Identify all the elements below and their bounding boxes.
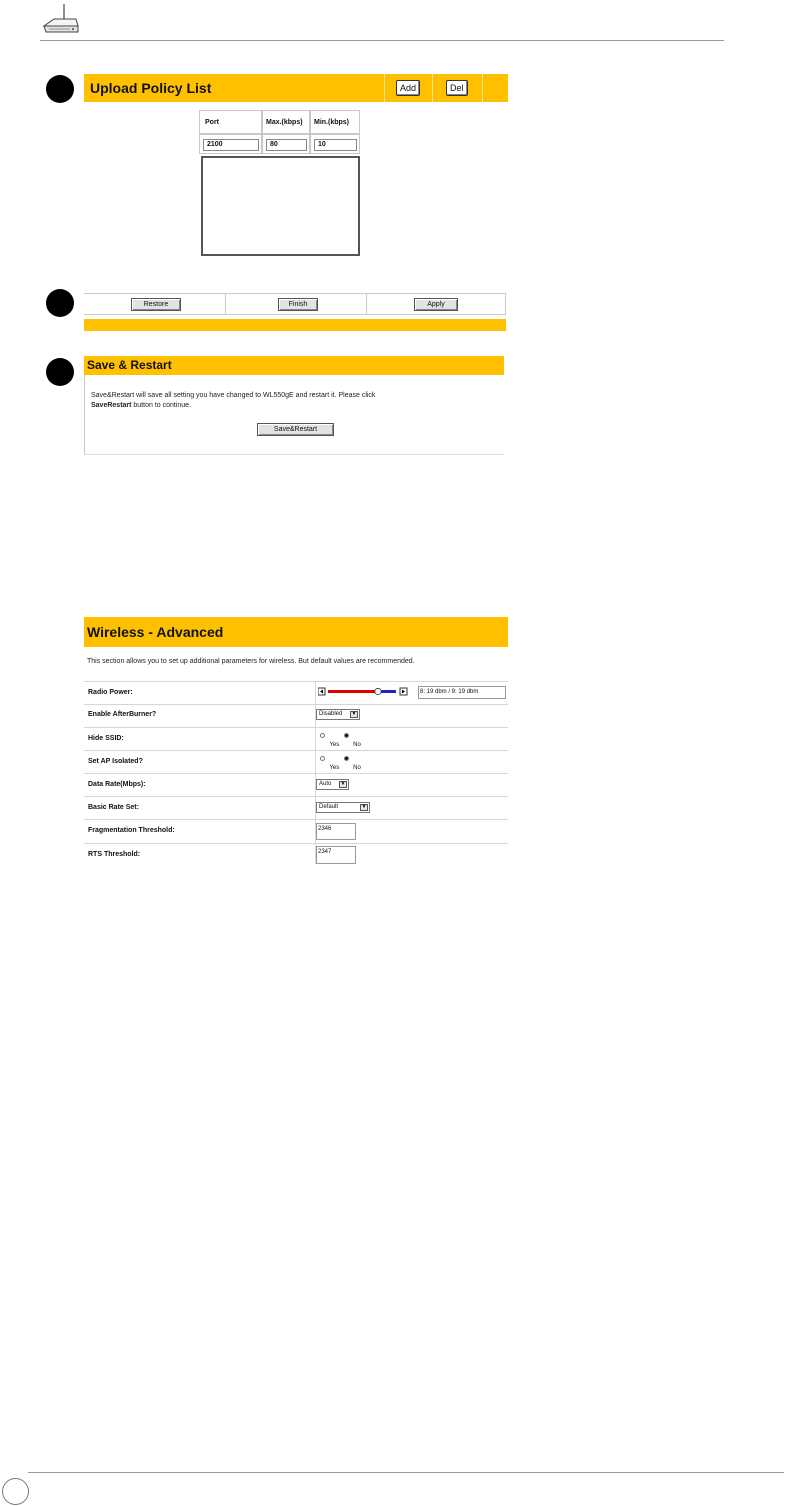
step-bullet-3	[46, 358, 74, 386]
footer-divider	[28, 1472, 784, 1473]
radio-power-value: 8: 19 dbm / 9: 19 dbm	[418, 686, 506, 699]
restore-button[interactable]: Restore	[131, 298, 181, 311]
hide-ssid-no-radio[interactable]	[344, 733, 349, 738]
fragmentation-threshold-input[interactable]: 2346	[316, 823, 356, 840]
column-header-port: Port	[205, 119, 219, 126]
min-kbps-input[interactable]: 10	[314, 139, 357, 151]
hide-ssid-radio-group: Yes No	[320, 733, 361, 751]
afterburner-label: Enable AfterBurner?	[88, 711, 157, 718]
chevron-down-icon: ▼	[351, 711, 357, 717]
save-restart-bold-term: SaveRestart	[91, 402, 132, 409]
wireless-advanced-header	[84, 617, 508, 647]
max-kbps-input[interactable]: 80	[266, 139, 307, 151]
save-restart-body	[84, 375, 504, 455]
wireless-intro: This section allows you to set up additional parameters for wireless. But default values are recommended.	[87, 658, 415, 665]
ap-isolated-yes-radio[interactable]	[320, 756, 325, 761]
save-restart-header	[84, 356, 504, 375]
hide-ssid-yes-radio[interactable]	[320, 733, 325, 738]
save-restart-description: Save&Restart will save all setting you have changed to WL550gE and restart it. Please click SaveRestart button to continue.	[91, 392, 376, 409]
header-divider	[40, 40, 724, 41]
save-restart-title: Save & Restart	[87, 358, 172, 372]
action-row-footer-bar	[84, 319, 506, 331]
upload-policy-body	[84, 102, 508, 258]
rts-threshold-input[interactable]: 2347	[316, 846, 356, 864]
hide-ssid-label: Hide SSID:	[88, 735, 124, 742]
rts-threshold-label: RTS Threshold:	[88, 851, 141, 858]
data-rate-label: Data Rate(Mbps):	[88, 781, 146, 788]
ap-isolated-radio-group: Yes No	[320, 756, 361, 774]
chevron-down-icon: ▼	[361, 804, 367, 810]
page-number-circle	[2, 1478, 29, 1505]
ap-isolated-label: Set AP Isolated?	[88, 758, 143, 765]
wireless-advanced-title: Wireless - Advanced	[87, 624, 224, 640]
wireless-advanced-body	[84, 647, 508, 867]
upload-policy-title: Upload Policy List	[90, 80, 212, 96]
action-row	[84, 287, 506, 319]
router-logo-icon	[40, 2, 80, 38]
column-header-max: Max.(kbps)	[266, 119, 303, 126]
upload-policy-list[interactable]	[201, 156, 360, 256]
del-button[interactable]: Del	[446, 80, 468, 96]
afterburner-select[interactable]: Disabled ▼	[316, 709, 360, 720]
step-bullet-2	[46, 289, 74, 317]
radio-power-slider[interactable]	[318, 685, 408, 699]
step-bullet-1	[46, 75, 74, 103]
ap-isolated-no-radio[interactable]	[344, 756, 349, 761]
upload-policy-header	[84, 74, 508, 102]
apply-button[interactable]: Apply	[414, 298, 458, 311]
add-button[interactable]: Add	[396, 80, 420, 96]
chevron-down-icon: ▼	[340, 781, 346, 787]
fragmentation-threshold-label: Fragmentation Threshold:	[88, 827, 175, 834]
finish-button[interactable]: Finish	[278, 298, 318, 311]
radio-power-label: Radio Power:	[88, 689, 133, 696]
port-input[interactable]: 2100	[203, 139, 259, 151]
data-rate-select[interactable]: Auto ▼	[316, 779, 349, 790]
column-header-min: Min.(kbps)	[314, 119, 349, 126]
basic-rate-label: Basic Rate Set:	[88, 804, 139, 811]
basic-rate-select[interactable]: Default ▼	[316, 802, 370, 813]
save-restart-button[interactable]: Save&Restart	[257, 423, 334, 436]
